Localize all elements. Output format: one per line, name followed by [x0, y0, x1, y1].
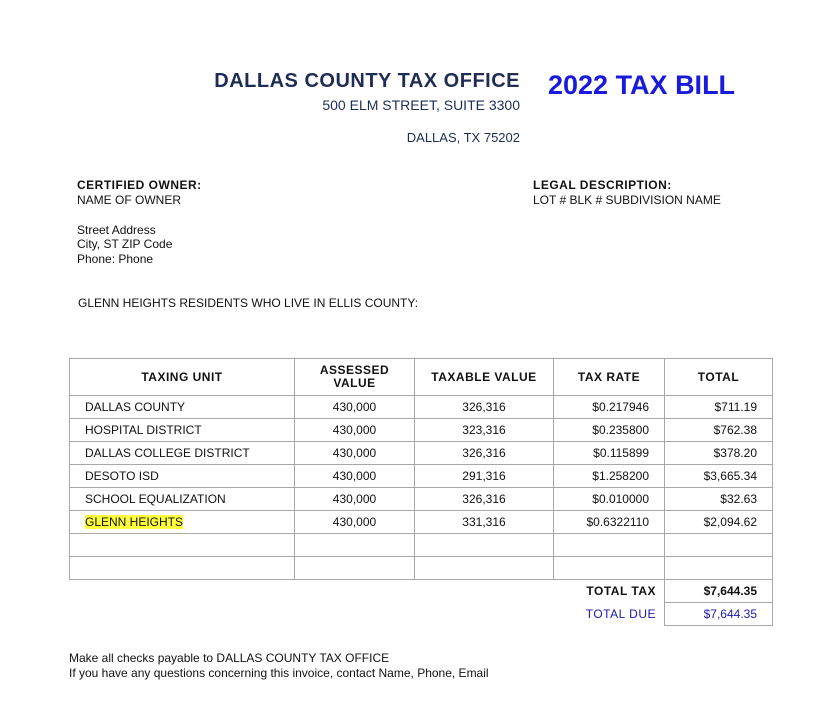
row-taxable: 331,316	[415, 511, 554, 534]
total-tax-row	[70, 580, 773, 603]
row-taxable: 326,316	[415, 396, 554, 419]
table-row-empty	[70, 557, 773, 580]
empty-cell	[665, 557, 773, 580]
empty-cell	[415, 534, 554, 557]
row-assessed: 430,000	[295, 396, 415, 419]
payment-instructions: Make all checks payable to DALLAS COUNTY TAX OFFICE	[69, 651, 390, 665]
row-unit: DALLAS COUNTY	[70, 396, 295, 419]
table-row	[70, 465, 773, 488]
table-row	[70, 511, 773, 534]
row-assessed: 430,000	[295, 442, 415, 465]
taxing-units-table	[69, 358, 773, 626]
office-street-address: 500 ELM STREET, SUITE 3300	[322, 97, 520, 113]
legal-description-label: LEGAL DESCRIPTION:	[533, 178, 672, 192]
empty-cell	[665, 534, 773, 557]
office-city-state-zip: DALLAS, TX 75202	[406, 130, 520, 145]
bill-title: 2022 TAX BILL	[548, 70, 736, 100]
header-assessed-line1: ASSESSED	[319, 363, 390, 377]
header-assessed-line2: VALUE	[333, 376, 376, 390]
certified-owner-label: CERTIFIED OWNER:	[77, 178, 202, 192]
table-row	[70, 396, 773, 419]
owner-phone: Phone: Phone	[77, 252, 154, 266]
row-assessed: 430,000	[295, 488, 415, 511]
office-name: DALLAS COUNTY TAX OFFICE	[214, 70, 520, 92]
total-due-label: TOTAL DUE	[585, 607, 656, 621]
total-due-row	[70, 603, 773, 626]
empty-cell	[70, 557, 295, 580]
empty-cell	[554, 534, 665, 557]
header-tax-rate: TAX RATE	[554, 359, 665, 396]
table-row	[70, 442, 773, 465]
table-row	[70, 488, 773, 511]
empty-cell	[554, 557, 665, 580]
row-assessed: 430,000	[295, 465, 415, 488]
empty-cell	[295, 534, 415, 557]
empty-cell	[70, 534, 295, 557]
row-total: $762.38	[665, 419, 773, 442]
row-taxable: 291,316	[415, 465, 554, 488]
row-rate: $1.258200	[554, 465, 665, 488]
row-unit: DALLAS COLLEGE DISTRICT	[70, 442, 295, 465]
row-unit: SCHOOL EQUALIZATION	[70, 488, 295, 511]
table-row	[70, 419, 773, 442]
table-row-empty	[70, 534, 773, 557]
row-total: $711.19	[665, 396, 773, 419]
row-rate: $0.217946	[554, 396, 665, 419]
header-assessed-value	[295, 359, 415, 396]
total-tax-value: $7,644.35	[665, 580, 773, 603]
row-rate: $0.235800	[554, 419, 665, 442]
empty-cell	[295, 557, 415, 580]
contact-instructions: If you have any questions concerning this invoice, contact Name, Phone, Email	[69, 666, 489, 680]
row-unit	[70, 511, 295, 534]
total-due-value: $7,644.35	[665, 603, 773, 626]
row-unit: HOSPITAL DISTRICT	[70, 419, 295, 442]
row-assessed: 430,000	[295, 511, 415, 534]
row-unit: DESOTO ISD	[70, 465, 295, 488]
empty-cell	[415, 557, 554, 580]
row-rate: $0.010000	[554, 488, 665, 511]
total-tax-label: TOTAL TAX	[586, 584, 656, 599]
owner-street: Street Address	[77, 223, 156, 237]
row-total: $3,665.34	[665, 465, 773, 488]
row-rate: $0.115899	[554, 442, 665, 465]
row-taxable: 326,316	[415, 488, 554, 511]
header-taxing-unit: TAXING UNIT	[70, 359, 295, 396]
row-total: $2,094.62	[665, 511, 773, 534]
table-header-row	[70, 359, 773, 396]
header-total: TOTAL	[665, 359, 773, 396]
legal-description-value: LOT # BLK # SUBDIVISION NAME	[533, 193, 721, 207]
owner-city: City, ST ZIP Code	[77, 237, 173, 251]
row-taxable: 323,316	[415, 419, 554, 442]
row-total: $32.63	[665, 488, 773, 511]
highlighted-unit: GLENN HEIGHTS	[85, 515, 184, 529]
header-taxable-value: TAXABLE VALUE	[415, 359, 554, 396]
residents-note: GLENN HEIGHTS RESIDENTS WHO LIVE IN ELLIS COUNTY:	[78, 296, 419, 310]
row-rate: $0.6322110	[554, 511, 665, 534]
row-taxable: 326,316	[415, 442, 554, 465]
row-assessed: 430,000	[295, 419, 415, 442]
row-total: $378.20	[665, 442, 773, 465]
owner-name: NAME OF OWNER	[77, 193, 181, 207]
